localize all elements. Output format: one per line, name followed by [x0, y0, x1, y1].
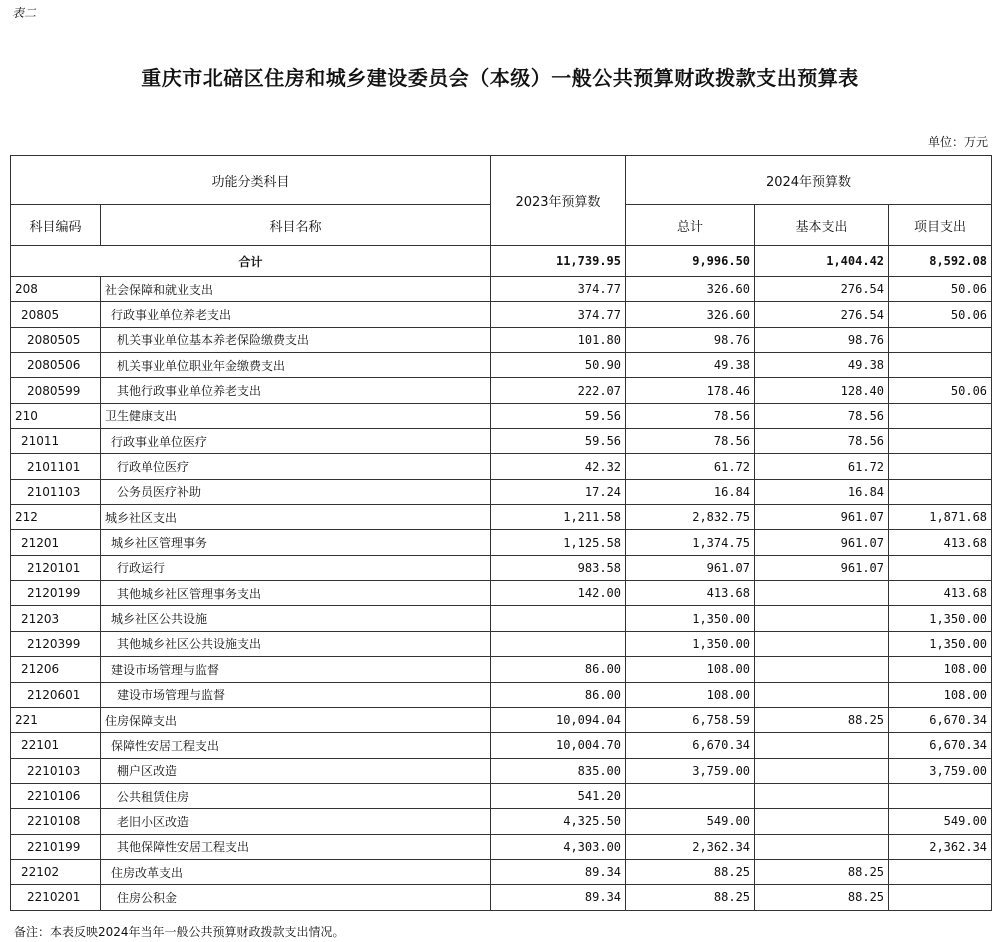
- code-cell: 212: [11, 505, 101, 530]
- code-cell: 208: [11, 277, 101, 302]
- table-row: [11, 353, 992, 378]
- total-cell: 16.84: [626, 479, 755, 504]
- basic-cell: 276.54: [755, 277, 889, 302]
- project-cell: [889, 885, 992, 910]
- header-basic: 基本支出: [755, 205, 889, 246]
- code-cell: 21203: [11, 606, 101, 631]
- project-cell: [889, 859, 992, 884]
- table-row: [11, 505, 992, 530]
- budget-2023-cell: 50.90: [491, 353, 626, 378]
- basic-cell: [755, 682, 889, 707]
- basic-cell: [755, 733, 889, 758]
- project-cell: 50.06: [889, 302, 992, 327]
- name-cell: 棚户区改造: [101, 758, 491, 783]
- table-row: [11, 581, 992, 606]
- project-cell: [889, 429, 992, 454]
- table-row: [11, 885, 992, 910]
- name-cell: 城乡社区管理事务: [101, 530, 491, 555]
- total-cell: 413.68: [626, 581, 755, 606]
- budget-2023-cell: 142.00: [491, 581, 626, 606]
- budget-2023-cell: 59.56: [491, 403, 626, 428]
- code-cell: 2210106: [11, 783, 101, 808]
- total-cell: 2,832.75: [626, 505, 755, 530]
- code-cell: 2120199: [11, 581, 101, 606]
- total-basic: 1,404.42: [755, 246, 889, 277]
- project-cell: [889, 454, 992, 479]
- project-cell: 50.06: [889, 378, 992, 403]
- name-cell: 住房改革支出: [101, 859, 491, 884]
- total-b2023: 11,739.95: [491, 246, 626, 277]
- code-cell: 2080506: [11, 353, 101, 378]
- table-row: [11, 606, 992, 631]
- header-name: 科目名称: [101, 205, 491, 246]
- budget-2023-cell: 1,211.58: [491, 505, 626, 530]
- project-cell: [889, 479, 992, 504]
- project-cell: 1,350.00: [889, 606, 992, 631]
- project-cell: [889, 555, 992, 580]
- table-row: [11, 530, 992, 555]
- project-cell: 413.68: [889, 530, 992, 555]
- total-total: 9,996.50: [626, 246, 755, 277]
- name-cell: 行政单位医疗: [101, 454, 491, 479]
- code-cell: 2101103: [11, 479, 101, 504]
- name-cell: 老旧小区改造: [101, 809, 491, 834]
- project-cell: 1,350.00: [889, 631, 992, 656]
- total-cell: 3,759.00: [626, 758, 755, 783]
- basic-cell: 88.25: [755, 859, 889, 884]
- total-cell: 98.76: [626, 327, 755, 352]
- basic-cell: [755, 758, 889, 783]
- table-row: [11, 378, 992, 403]
- code-cell: 22102: [11, 859, 101, 884]
- budget-2023-cell: 17.24: [491, 479, 626, 504]
- total-cell: 108.00: [626, 682, 755, 707]
- total-cell: 326.60: [626, 277, 755, 302]
- table-row: [11, 758, 992, 783]
- name-cell: 行政事业单位医疗: [101, 429, 491, 454]
- table-row: [11, 327, 992, 352]
- name-cell: 住房公积金: [101, 885, 491, 910]
- code-cell: 2210103: [11, 758, 101, 783]
- name-cell: 公务员医疗补助: [101, 479, 491, 504]
- name-cell: 公共租赁住房: [101, 783, 491, 808]
- name-cell: 社会保障和就业支出: [101, 277, 491, 302]
- total-cell: 549.00: [626, 809, 755, 834]
- budget-2023-cell: 10,094.04: [491, 707, 626, 732]
- page-title: 重庆市北碚区住房和城乡建设委员会（本级）一般公共预算财政拨款支出预算表: [141, 66, 859, 90]
- budget-2023-cell: [491, 606, 626, 631]
- basic-cell: [755, 581, 889, 606]
- project-cell: 6,670.34: [889, 733, 992, 758]
- total-cell: 1,350.00: [626, 631, 755, 656]
- code-cell: 221: [11, 707, 101, 732]
- total-cell: 49.38: [626, 353, 755, 378]
- total-cell: [626, 783, 755, 808]
- code-cell: 210: [11, 403, 101, 428]
- name-cell: 其他行政事业单位养老支出: [101, 378, 491, 403]
- header-total: 总计: [626, 205, 755, 246]
- header-project: 项目支出: [889, 205, 992, 246]
- basic-cell: 49.38: [755, 353, 889, 378]
- table-row: [11, 555, 992, 580]
- code-cell: 22101: [11, 733, 101, 758]
- name-cell: 行政运行: [101, 555, 491, 580]
- project-cell: [889, 327, 992, 352]
- budget-2023-cell: 222.07: [491, 378, 626, 403]
- basic-cell: 961.07: [755, 530, 889, 555]
- table-row: [11, 657, 992, 682]
- project-cell: 2,362.34: [889, 834, 992, 859]
- table-row: [11, 809, 992, 834]
- name-cell: 城乡社区公共设施: [101, 606, 491, 631]
- basic-cell: [755, 631, 889, 656]
- name-cell: 保障性安居工程支出: [101, 733, 491, 758]
- basic-cell: [755, 606, 889, 631]
- total-cell: 78.56: [626, 403, 755, 428]
- project-cell: 3,759.00: [889, 758, 992, 783]
- table-row: [11, 707, 992, 732]
- project-cell: 108.00: [889, 657, 992, 682]
- header-budget-2024: 2024年预算数: [626, 156, 992, 205]
- project-cell: [889, 403, 992, 428]
- basic-cell: [755, 783, 889, 808]
- total-cell: 88.25: [626, 859, 755, 884]
- budget-2023-cell: 4,303.00: [491, 834, 626, 859]
- table-row: [11, 733, 992, 758]
- code-cell: 2210199: [11, 834, 101, 859]
- total-project: 8,592.08: [889, 246, 992, 277]
- code-cell: 2210108: [11, 809, 101, 834]
- budget-2023-cell: 1,125.58: [491, 530, 626, 555]
- budget-2023-cell: 86.00: [491, 682, 626, 707]
- name-cell: 城乡社区支出: [101, 505, 491, 530]
- code-cell: 20805: [11, 302, 101, 327]
- budget-2023-cell: 374.77: [491, 302, 626, 327]
- unit-label: 单位：万元: [927, 135, 988, 149]
- name-cell: 住房保障支出: [101, 707, 491, 732]
- total-cell: 6,758.59: [626, 707, 755, 732]
- total-cell: 6,670.34: [626, 733, 755, 758]
- project-cell: [889, 353, 992, 378]
- total-cell: 961.07: [626, 555, 755, 580]
- name-cell: 建设市场管理与监督: [101, 657, 491, 682]
- code-cell: 2101101: [11, 454, 101, 479]
- table-row: [11, 834, 992, 859]
- table-row: [11, 859, 992, 884]
- budget-2023-cell: 10,004.70: [491, 733, 626, 758]
- budget-table: [10, 155, 992, 911]
- project-cell: 50.06: [889, 277, 992, 302]
- code-cell: 21201: [11, 530, 101, 555]
- total-cell: 326.60: [626, 302, 755, 327]
- basic-cell: 88.25: [755, 885, 889, 910]
- name-cell: 其他城乡社区公共设施支出: [101, 631, 491, 656]
- basic-cell: 61.72: [755, 454, 889, 479]
- budget-2023-cell: 89.34: [491, 885, 626, 910]
- table-row: [11, 429, 992, 454]
- code-cell: 2120399: [11, 631, 101, 656]
- code-cell: 2080599: [11, 378, 101, 403]
- basic-cell: [755, 657, 889, 682]
- basic-cell: [755, 834, 889, 859]
- code-cell: 21011: [11, 429, 101, 454]
- project-cell: [889, 783, 992, 808]
- name-cell: 其他城乡社区管理事务支出: [101, 581, 491, 606]
- table-row: [11, 403, 992, 428]
- header-code: 科目编码: [11, 205, 101, 246]
- header-category: 功能分类科目: [11, 156, 491, 205]
- basic-cell: 961.07: [755, 555, 889, 580]
- basic-cell: 961.07: [755, 505, 889, 530]
- code-cell: 21206: [11, 657, 101, 682]
- table-row: [11, 454, 992, 479]
- project-cell: 413.68: [889, 581, 992, 606]
- budget-2023-cell: 89.34: [491, 859, 626, 884]
- project-cell: 6,670.34: [889, 707, 992, 732]
- total-cell: 2,362.34: [626, 834, 755, 859]
- total-cell: 78.56: [626, 429, 755, 454]
- basic-cell: 276.54: [755, 302, 889, 327]
- basic-cell: 78.56: [755, 403, 889, 428]
- table-tag: 表二: [12, 6, 37, 20]
- basic-cell: 98.76: [755, 327, 889, 352]
- basic-cell: 16.84: [755, 479, 889, 504]
- total-label: 合计: [11, 246, 491, 277]
- project-cell: 1,871.68: [889, 505, 992, 530]
- budget-2023-cell: [491, 631, 626, 656]
- budget-2023-cell: 59.56: [491, 429, 626, 454]
- table-row: [11, 302, 992, 327]
- budget-2023-cell: 541.20: [491, 783, 626, 808]
- total-cell: 88.25: [626, 885, 755, 910]
- total-row: [11, 246, 992, 277]
- table-row: [11, 631, 992, 656]
- code-cell: 2120601: [11, 682, 101, 707]
- header-budget-2023: 2023年预算数: [491, 156, 626, 246]
- budget-2023-cell: 374.77: [491, 277, 626, 302]
- code-cell: 2080505: [11, 327, 101, 352]
- budget-2023-cell: 835.00: [491, 758, 626, 783]
- total-cell: 178.46: [626, 378, 755, 403]
- budget-2023-cell: 86.00: [491, 657, 626, 682]
- table-row: [11, 783, 992, 808]
- project-cell: 108.00: [889, 682, 992, 707]
- basic-cell: [755, 809, 889, 834]
- basic-cell: 88.25: [755, 707, 889, 732]
- name-cell: 卫生健康支出: [101, 403, 491, 428]
- total-cell: 1,350.00: [626, 606, 755, 631]
- table-row: [11, 277, 992, 302]
- budget-2023-cell: 983.58: [491, 555, 626, 580]
- basic-cell: 78.56: [755, 429, 889, 454]
- footnote: 备注：本表反映2024年当年一般公共预算财政拨款支出情况。: [14, 925, 345, 939]
- table-row: [11, 479, 992, 504]
- table-row: [11, 682, 992, 707]
- budget-2023-cell: 42.32: [491, 454, 626, 479]
- name-cell: 建设市场管理与监督: [101, 682, 491, 707]
- basic-cell: 128.40: [755, 378, 889, 403]
- budget-2023-cell: 4,325.50: [491, 809, 626, 834]
- name-cell: 其他保障性安居工程支出: [101, 834, 491, 859]
- code-cell: 2210201: [11, 885, 101, 910]
- name-cell: 机关事业单位职业年金缴费支出: [101, 353, 491, 378]
- project-cell: 549.00: [889, 809, 992, 834]
- name-cell: 行政事业单位养老支出: [101, 302, 491, 327]
- budget-2023-cell: 101.80: [491, 327, 626, 352]
- name-cell: 机关事业单位基本养老保险缴费支出: [101, 327, 491, 352]
- total-cell: 108.00: [626, 657, 755, 682]
- total-cell: 1,374.75: [626, 530, 755, 555]
- total-cell: 61.72: [626, 454, 755, 479]
- code-cell: 2120101: [11, 555, 101, 580]
